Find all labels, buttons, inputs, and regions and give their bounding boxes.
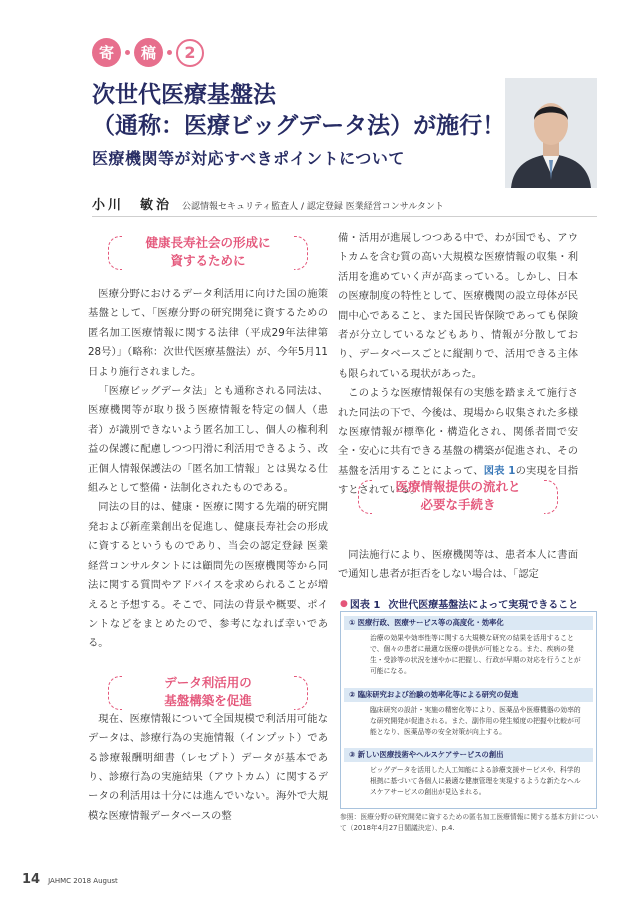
author-name: 小川 敏治: [92, 198, 173, 213]
column-right-continued: [338, 546, 578, 585]
bracket-left: [108, 236, 122, 270]
paragraph: 同法の目的は、健康・医療に関する先端的研究開発および新産業創出を促進し、健康長寿社会の形成に資するというものであり、当会の認定登録 医業経営コンサルタントには顧問先の医療機関等から同法に関する質問やアドバイスを求められることが増えると予想する。そこで、同法の背景や概要、ポイントなどをまとめたので、参考になれば幸いである。: [88, 501, 328, 650]
paragraph: 備・活用が進展しつつある中で、わが国でも、アウトカムを含む質の高い大規模な医療情報の収集・利活用を進めていく声が高まっている。しかし、日本の医療制度の特性として、医療機関の設立母体が民間中心であること、また国民皆保険であっても保険者が分立しているなどもあり、情報が分散しており、データベースごとに縦割りで、活用できる主体も限られている現状があった。: [338, 232, 578, 380]
figure-item-heading: ② 臨床研究および治験の効率化等による研究の促進: [344, 688, 593, 702]
article-title: [92, 80, 512, 142]
figure-title: [340, 596, 578, 611]
author-photo: [505, 78, 597, 188]
contribution-number: 2: [176, 39, 204, 67]
column-left: [88, 285, 328, 826]
section-heading-line: 基盤構築を促進: [164, 693, 252, 708]
article-subtitle: 医療機関等が対応すべきポイントについて: [92, 149, 405, 168]
figure-item-body: 治療の効果や効率性等に関する大規模な研究の結果を活用することで、個々の患者に最適な医療の提供が可能となる。また、疾病の発生・受診等の状況を速やかに把握し、行政が早期の対応を行うことが可能になる。: [370, 634, 581, 675]
figure-label: 図表 1: [349, 600, 381, 611]
figure-item-body: 臨床研究の設計・実施の精密化等により、医薬品や医療機器の効率的な研究開発が促進される。また、副作用の発生頻度の把握や比較が可能となり、医薬品等の安全対策が向上する。: [370, 706, 581, 736]
title-line-2: （通称：医療ビッグデータ法）が施行！: [92, 113, 506, 139]
figure-item-heading: ③ 新しい医療技術やヘルスケアサービスの創出: [344, 748, 593, 762]
section-heading-1: [108, 234, 308, 270]
paragraph: 現在、医療情報について全国規模で利活用可能なデータは、診療行為の実施情報（インプット）である診療報酬明細書（レセプト）データが基本であり、診療行為の実施結果（アウトカム）に関するデータの利活用は十分には進んでいない。海外で大規模な医療情報データベースの整: [88, 712, 328, 822]
paragraph-text: の実現を目指すとされている。: [338, 464, 579, 497]
figure-item-body: ビッグデータを活用した人工知能による診療支援サービスや、科学的根拠に基づいて各個人に最適な健康管理を実現するような新たなヘルスケアサービスの創出が見込まれる。: [370, 766, 581, 796]
author-affiliation: 公認情報セキュリティ監査人 / 認定登録 医業経営コンサルタント: [182, 202, 444, 212]
contribution-badge: [92, 38, 204, 67]
kiko-char-1: 寄: [92, 38, 121, 67]
author-line: [92, 194, 444, 213]
figure-reference: 参照：医療分野の研究開発に資するための匿名加工医療情報に関する基本方針について（2018年4月27日閣議決定）、p.4.: [340, 813, 599, 832]
section-heading-2: [108, 674, 308, 710]
paragraph: 「医療ビッグデータ法」とも通称される同法は、医療機関等が取り扱う医療情報を特定の個人（患者）が識別できないよう匿名加工し、個人の権利利益の保護に配慮しつつ円滑に利活用できるよう、改正個人情報保護法の「匿名加工情報」とは異なる仕組みとして整備・法制化されたものである。: [88, 385, 328, 495]
figure-item-1: [344, 616, 593, 677]
bracket-left: [108, 676, 122, 710]
page-footer: [22, 872, 118, 887]
paragraph-text: このような医療情報保有の実態を踏まえて施行された同法の下で、今後は、現場から収集された多様な医療情報が標準化・構造化され、関係者間で安全・安心に共有できる基盤の構築が促進され、その基盤を活用することによって、: [338, 387, 578, 477]
column-right: [338, 229, 578, 501]
badge-dot: [125, 50, 130, 55]
section-heading-3: [358, 478, 558, 514]
header-divider: [92, 216, 597, 217]
paragraph: 医療分野におけるデータ利活用に向けた国の施策基盤として、「医療分野の研究開発に資するための匿名加工医療情報に関する法律（平成29年法律第28号）」（略称：次世代医療基盤法）が、今年5月11日より施行されました。: [88, 288, 328, 378]
title-line-1: 次世代医療基盤法: [92, 82, 276, 108]
figure-item-heading: ① 医療行政、医療サービス等の高度化・効率化: [344, 616, 593, 630]
section-heading-line: 健康長寿社会の形成に: [145, 235, 271, 250]
paragraph: 同法施行により、医療機関等は、患者本人に書面で通知し患者が拒否をしない場合は、「認定: [338, 549, 578, 581]
kiko-char-2: 稿: [134, 38, 163, 67]
section-heading-line: データ利活用の: [164, 675, 252, 690]
journal-name: JAHMC 2018 August: [48, 877, 118, 885]
figure-bullet: ●: [340, 598, 348, 609]
figure-reference-link[interactable]: 図表 1: [483, 464, 516, 477]
figure-caption: 次世代医療基盤法によって実現できること: [388, 600, 579, 611]
figure-item-2: [344, 688, 593, 738]
section-heading-line: 必要な手続き: [420, 497, 496, 512]
figure-item-3: [344, 748, 593, 798]
section-heading-line: 資するために: [170, 253, 246, 268]
bracket-left: [358, 480, 372, 514]
section-heading-line: 医療情報提供の流れと: [395, 479, 521, 494]
page-number: 14: [22, 872, 41, 887]
badge-dot: [167, 50, 172, 55]
